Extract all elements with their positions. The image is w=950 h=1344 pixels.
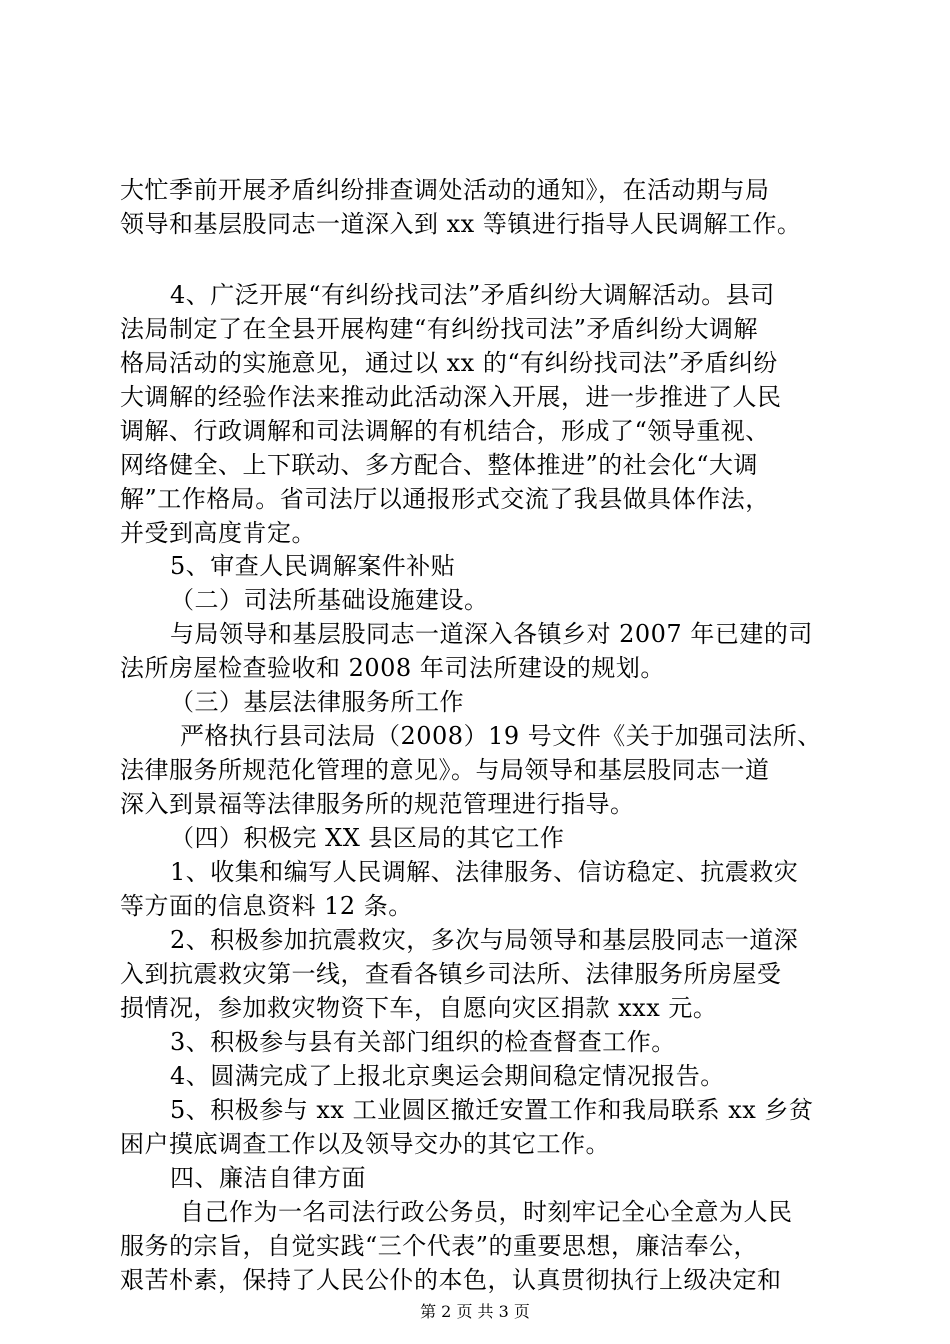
text-line: 服务的宗旨，自觉实践“三个代表”的重要思想，廉洁奉公， (120, 1232, 759, 1260)
text-line: 困户摸底调查工作以及领导交办的其它工作。 (120, 1130, 610, 1158)
text-line: 法局制定了在全县开展构建“有纠纷找司法”矛盾纠纷大调解 (120, 315, 759, 343)
text-line: 等方面的信息资料 12 条。 (120, 892, 413, 920)
text-line: 并受到高度肯定。 (120, 519, 316, 547)
text-line: 4、广泛开展“有纠纷找司法”矛盾纠纷大调解活动。县司 (170, 281, 775, 309)
text-line: 大忙季前开展矛盾纠纷排查调处活动的通知》，在活动期与局 (120, 176, 770, 204)
text-line: 法律服务所规范化管理的意见》。与局领导和基层股同志一道 (120, 756, 770, 784)
text-line: 5、审查人民调解案件补贴 (170, 552, 456, 580)
section-heading: 四、廉洁自律方面 (170, 1164, 366, 1192)
text-line: 大调解的经验作法来推动此活动深入开展，进一步推进了人民 (120, 383, 782, 411)
text-line: 自己作为一名司法行政公务员，时刻牢记全心全意为人民 (180, 1198, 793, 1226)
page-footer: 第 2 页 共 3 页 (420, 1302, 530, 1321)
text-line: 5、积极参与 xx 工业圆区撤迁安置工作和我局联系 xx 乡贫 (170, 1096, 814, 1124)
text-line: 艰苦朴素，保持了人民公仆的本色，认真贯彻执行上级决定和 (120, 1266, 782, 1294)
text-line: 领导和基层股同志一道深入到 xx 等镇进行指导人民调解工作。 (120, 210, 802, 238)
text-line: 损情况，参加救灾物资下车，自愿向灾区捐款 xxx 元。 (120, 994, 718, 1022)
text-line: 严格执行县司法局（2008）19 号文件《关于加强司法所、 (180, 722, 822, 750)
text-line: 1、收集和编写人民调解、法律服务、信访稳定、抗震救灾 (170, 858, 799, 886)
text-line: 4、圆满完成了上报北京奥运会期间稳定情况报告。 (170, 1062, 725, 1090)
text-line: 深入到景福等法律服务所的规范管理进行指导。 (120, 790, 635, 818)
text-line: 法所房屋检查验收和 2008 年司法所建设的规划。 (120, 654, 665, 682)
text-line: 格局活动的实施意见，通过以 xx 的“有纠纷找司法”矛盾纠纷 (120, 349, 778, 377)
text-line: 3、积极参与县有关部门组织的检查督查工作。 (170, 1028, 676, 1056)
text-line: 入到抗震救灾第一线，查看各镇乡司法所、法律服务所房屋受 (120, 960, 782, 988)
text-line: 2、积极参加抗震救灾，多次与局领导和基层股同志一道深 (170, 926, 799, 954)
text-line: （二）司法所基础设施建设。 (170, 586, 489, 614)
text-line: 与局领导和基层股同志一道深入各镇乡对 2007 年已建的司 (170, 620, 813, 648)
text-line: 网络健全、上下联动、多方配合、整体推进”的社会化“大调 (120, 451, 759, 479)
text-line: （四）积极完 XX 县区局的其它工作 (170, 824, 565, 852)
text-line: （三）基层法律服务所工作 (170, 688, 464, 716)
text-line: 解”工作格局。省司法厅以通报形式交流了我县做具体作法， (120, 485, 770, 513)
text-line: 调解、行政调解和司法调解的有机结合，形成了“领导重视、 (120, 417, 770, 445)
